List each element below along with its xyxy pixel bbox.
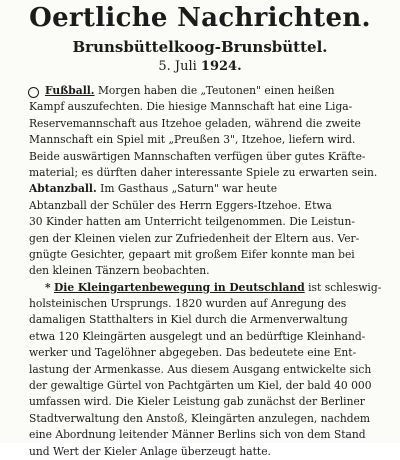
article-line: gen der Kleinen vielen zur Zufriedenheit der Eltern aus. Ver-: [29, 231, 360, 245]
article-line: eine Abordnung leitender Männer Berlins sich von dem Stand: [29, 428, 366, 442]
article-line: lastung der Armenkasse. Aus diesem Ausgang entwickelte sich: [29, 362, 372, 376]
article-line: holsteinischen Ursprungs. 1820 wurden auf Anregung des: [29, 297, 347, 311]
article-line: Reservemannschaft aus Itzehoe geladen, während die zweite: [29, 116, 361, 130]
location-subtitle: Brunsbüttelkoog-Brunsbüttel.: [72, 38, 328, 56]
article-line: Kampf auszufechten. Die hiesige Mannschaft hat eine Liga-: [29, 100, 353, 114]
article-line: damaligen Statthalters in Kiel durch die Armenverwaltung: [29, 313, 348, 327]
article-line: * Die Kleingartenbewegung in Deutschland ist schleswig-: [45, 280, 382, 294]
page-title: Oertliche Nachrichten.: [29, 3, 371, 33]
article-line: etwa 120 Kleingärten ausgelegt und an bedürftige Kleinhand-: [29, 329, 366, 343]
date-year: 1924.: [200, 59, 242, 74]
date-line: [0, 58, 400, 75]
article-heading-abtanzball: Abtanzball.: [29, 182, 97, 196]
asterisk-marker: *: [45, 280, 51, 294]
article-line: Stadtverwaltung den Anstoß, Kleingärten anzulegen, nachdem: [29, 411, 371, 425]
article-line: umfassen wird. Die Kieler Leistung gab zunächst der Berliner: [29, 395, 365, 409]
article-line: material; es dürften daher interessante Spiele zu erwarten sein.: [29, 165, 378, 179]
article-line: und Wert der Kieler Anlage überzeugt hatte.: [29, 444, 271, 458]
article-line: Beide auswärtigen Mannschaften verfügen über gutes Kräfte-: [29, 149, 366, 163]
article-line: gnügte Gesichter, gepaart mit großem Eifer konnte man bei: [29, 247, 355, 261]
article-line: Abtanzball der Schüler des Herrn Eggers-Itzehoe. Etwa: [29, 198, 332, 212]
article-line: Mannschaft ein Spiel mit „Preußen 3", Itzehoe, liefern wird.: [29, 133, 356, 147]
article-line: Abtanzball. Im Gasthaus „Saturn" war heute: [29, 182, 278, 196]
article-line: Fußball. Morgen haben die „Teutonen" einen heißen: [45, 84, 335, 97]
article-line: den kleinen Tänzern beobachten.: [29, 264, 210, 278]
article-line: 30 Kinder hatten am Unterricht teilgenommen. Die Leistun-: [29, 215, 355, 229]
article-body: [29, 83, 388, 460]
article-heading-fussball: Fußball.: [45, 84, 95, 97]
article-line: der gewaltige Gürtel von Pachtgärten um Kiel, der bald 40 000: [29, 379, 372, 393]
article-heading-kleingarten: Die Kleingartenbewegung in Deutschland: [54, 280, 305, 294]
article-line: werker und Tagelöhner abgegeben. Das bedeutete eine Ent-: [29, 346, 357, 360]
bullet-circle-icon: [28, 87, 39, 98]
date-day-month: 5. Juli: [158, 59, 197, 74]
